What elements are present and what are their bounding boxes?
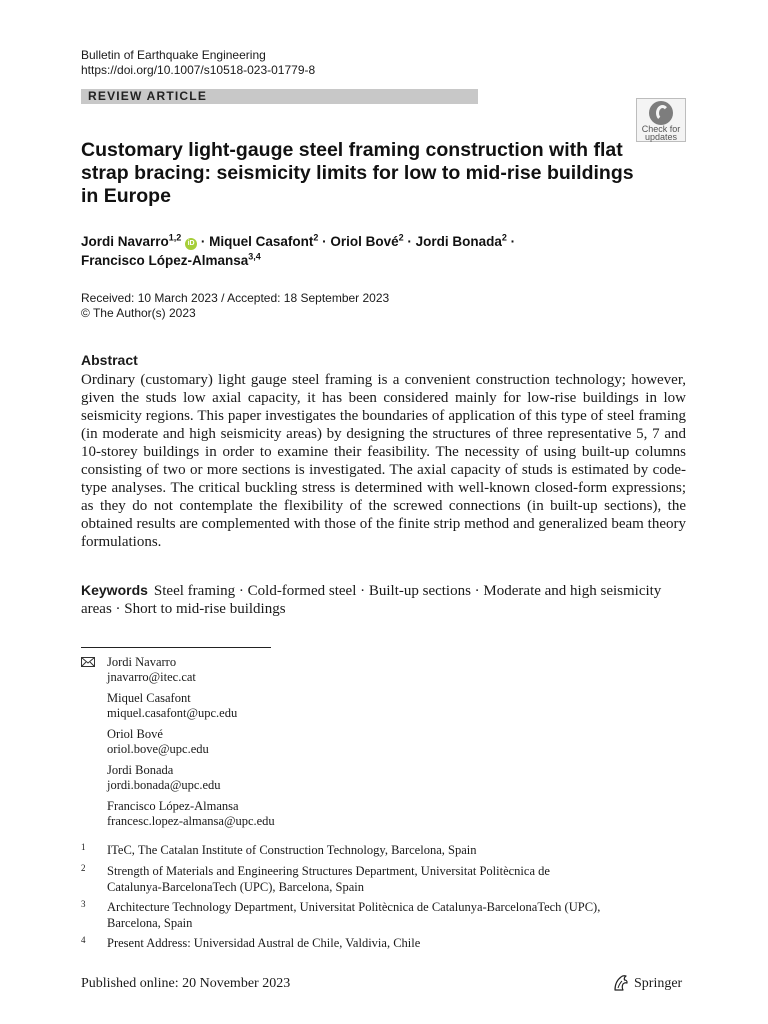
affiliation-text (107, 900, 667, 931)
affiliation-line: Architecture Technology Department, Universitat Politècnica de Catalunya-BarcelonaTech (UPC), (107, 900, 601, 914)
abstract-heading: Abstract (81, 352, 138, 368)
author-name[interactable]: Jordi Bonada (415, 234, 502, 249)
footnote-divider (81, 647, 271, 648)
affiliation-text (107, 843, 667, 859)
contact-name: Oriol Bové (107, 727, 163, 741)
contact-email[interactable]: jordi.bonada@upc.edu (107, 778, 221, 792)
contact-email[interactable]: francesc.lopez-almansa@upc.edu (107, 814, 275, 828)
springer-horse-icon (612, 974, 630, 992)
keywords-label: Keywords (81, 582, 148, 598)
keywords (81, 581, 686, 618)
contact-name: Jordi Bonada (107, 763, 174, 777)
check-updates-line2: updates (644, 132, 678, 142)
check-for-updates-badge[interactable] (636, 98, 686, 142)
affiliation-line: Strength of Materials and Engineering Structures Department, Universitat Politècnica de (107, 864, 550, 878)
author-name[interactable]: Francisco López-Almansa (81, 253, 249, 268)
author-affiliation-sup: 1,2 (168, 232, 182, 243)
envelope-icon (81, 657, 95, 667)
orcid-icon[interactable]: iD (185, 238, 197, 250)
affiliation-number: 3 (81, 899, 86, 909)
publisher-name: Springer (634, 976, 683, 991)
contact-name: Miquel Casafont (107, 691, 191, 705)
affiliation-number: 2 (81, 863, 86, 873)
author-separator: · (318, 234, 331, 249)
contact-email[interactable]: miquel.casafont@upc.edu (107, 706, 238, 720)
received-accepted-dates: Received: 10 March 2023 / Accepted: 18 September 2023 (81, 291, 390, 305)
doi-link[interactable]: https://doi.org/10.1007/s10518-023-01779-8 (81, 63, 316, 77)
affiliation-number: 1 (81, 842, 86, 852)
published-online-date: Published online: 20 November 2023 (81, 976, 291, 991)
author-affiliation-sup: 3,4 (248, 251, 261, 262)
abstract-text: Ordinary (customary) light gauge steel framing is a convenient construction technology; however, given the studs low axial capacity, it has been considered mainly for low-rise buildings in low seismicity regions. This paper investigates the boundaries of application of this type of steel framing (in moderate and high seismicity areas) by designing the structures of three representative 5, 7 and 10-storey buildings in order to examine their feasibility. The necessity of using built-up columns consisting of two or more sections is investigated. The axial capacity of studs is estimated by code-type analyses. The critical buckling stress is determined with well-known closed-form expressions; as they do not contemplate the flexibility of the screwed connections (in built-up sections), the obtained results are complemented with those of the finite strip method and generalized beam theory formulations. (81, 372, 686, 550)
contact-email[interactable]: jnavarro@itec.cat (107, 670, 196, 684)
affiliation-line: ITeC, The Catalan Institute of Construction Technology, Barcelona, Spain (107, 843, 477, 857)
contact-email[interactable]: oriol.bove@upc.edu (107, 742, 209, 756)
affiliation-line: Barcelona, Spain (107, 915, 193, 930)
article-type-label: REVIEW ARTICLE (88, 89, 208, 103)
affiliation-line: Catalunya-BarcelonaTech (UPC), Barcelona, Spain (107, 879, 365, 894)
affiliation-line: Present Address: Universidad Austral de Chile, Valdivia, Chile (107, 936, 421, 950)
author-affiliation-sup: 2 (501, 232, 507, 243)
author-name[interactable]: Jordi Navarro (81, 234, 169, 249)
affiliation-number: 4 (81, 935, 86, 945)
author-affiliation-sup: 2 (398, 232, 404, 243)
author-affiliation-sup: 2 (313, 232, 319, 243)
author-separator: · (506, 234, 516, 249)
author-separator: · (197, 234, 210, 249)
affiliation-text (107, 936, 667, 952)
journal-name: Bulletin of Earthquake Engineering (81, 48, 266, 62)
contact-name: Francisco López-Almansa (107, 799, 239, 813)
article-title: Customary light-gauge steel framing construction with flat strap bracing: seismicity limits for low to mid-rise buildings in Europe (81, 139, 634, 207)
check-updates-line1: Check for (641, 124, 681, 134)
check-updates-icon (649, 101, 673, 125)
author-name[interactable]: Miquel Casafont (209, 234, 314, 249)
affiliation-text (107, 864, 667, 895)
author-separator: · (403, 234, 416, 249)
contact-name: Jordi Navarro (107, 655, 177, 669)
copyright-notice: © The Author(s) 2023 (81, 306, 196, 320)
article-type-banner (81, 89, 478, 104)
author-name[interactable]: Oriol Bové (330, 234, 399, 249)
keywords-text: Steel framing · Cold-formed steel · Built-up sections · Moderate and high seismicity areas · Short to mid-rise buildings (81, 583, 662, 617)
author-list (81, 232, 681, 270)
